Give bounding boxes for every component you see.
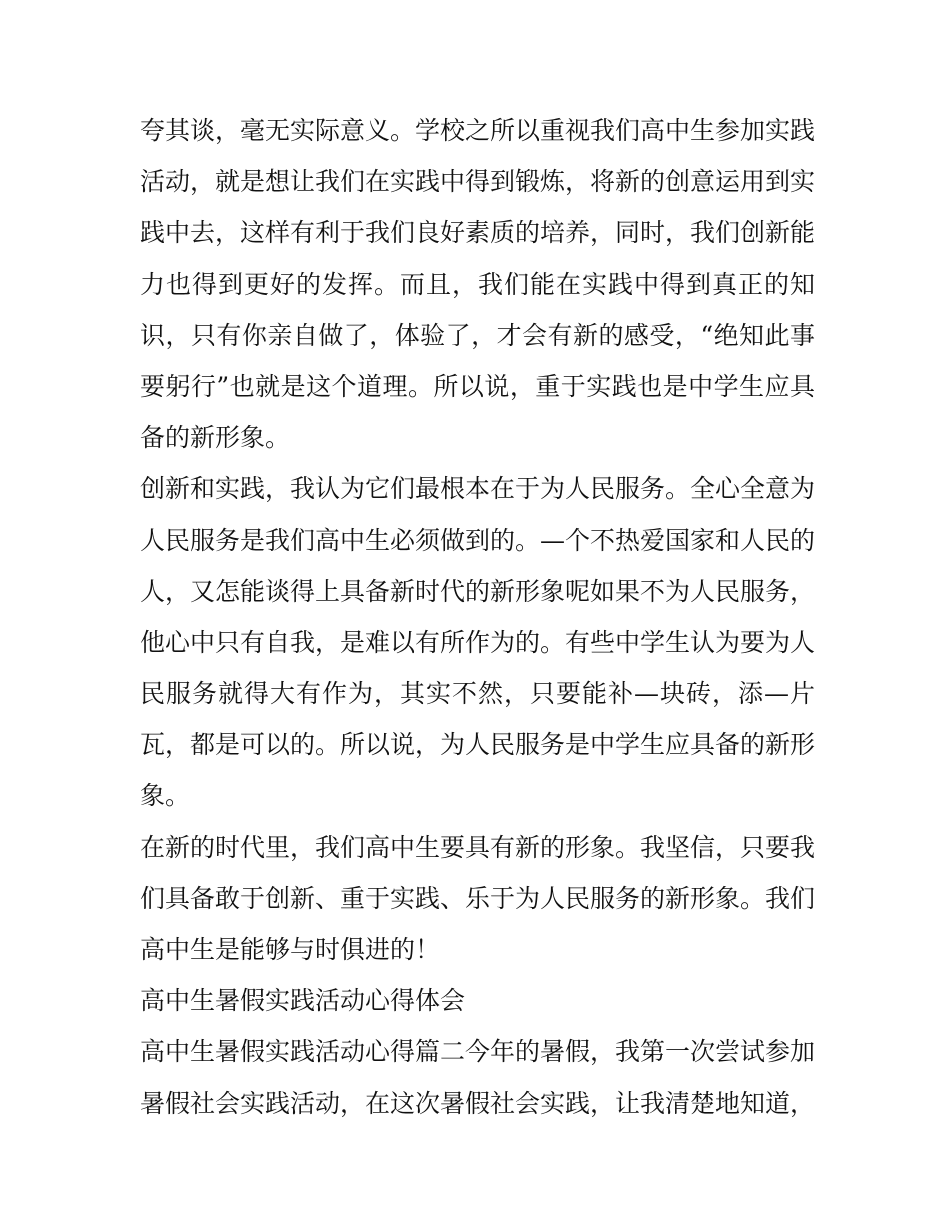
paragraph-line: 识，只有你亲自做了，体验了，才会有新的感受，“绝知此事 [140,320,815,350]
paragraph-line: 人，又怎能谈得上具备新时代的新形象呢如果不为人民服务， [140,576,816,606]
paragraph-line: 在新的时代里，我们高中生要具有新的形象。我坚信，只要我 [140,832,816,862]
paragraph-line: 践中去，这样有利于我们良好素质的培养，同时，我们创新能 [140,218,816,248]
paragraph-line: 民服务就得大有作为，其实不然，只要能补—块砖，添—片 [140,679,815,709]
paragraph-line: 人民服务是我们高中生必须做到的。—个不热爱国家和人民的 [140,525,816,555]
paragraph-line: 要躬行”也就是这个道理。所以说，重于实践也是中学生应具 [140,371,815,401]
paragraph-line: 们具备敢于创新、重于实践、乐于为人民服务的新形象。我们 [140,883,816,913]
paragraph [140,463,815,821]
paragraph-line: 象。 [140,781,191,811]
paragraph-line: 备的新形象。 [140,423,291,453]
paragraph-line: 暑假社会实践活动，在这次暑假社会实践，让我清楚地知道， [140,1088,816,1118]
paragraph-line: 高中生是能够与时俱进的！ [140,935,441,964]
paragraph-line: 高中生暑假实践活动心得体会 [140,986,466,1016]
document-body [140,105,815,1129]
paragraph-line: 高中生暑假实践活动心得篇二今年的暑假，我第一次尝试参加 [140,1037,816,1067]
paragraph-line: 夸其谈，毫无实际意义。学校之所以重视我们高中生参加实践 [140,116,816,145]
paragraph-line: 活动，就是想让我们在实践中得到锻炼，将新的创意运用到实 [140,167,816,197]
paragraph [140,975,815,1026]
paragraph-line: 力也得到更好的发挥。而且，我们能在实践中得到真正的知 [140,269,815,299]
paragraph [140,822,815,976]
paragraph-line: 瓦，都是可以的。所以说，为人民服务是中学生应具备的新形 [140,730,816,760]
paragraph [140,1026,815,1128]
paragraph [140,105,815,463]
paragraph-line: 创新和实践，我认为它们最根本在于为人民服务。全心全意为 [140,474,816,504]
paragraph-line: 他心中只有自我，是难以有所作为的。有些中学生认为要为人 [140,627,816,657]
